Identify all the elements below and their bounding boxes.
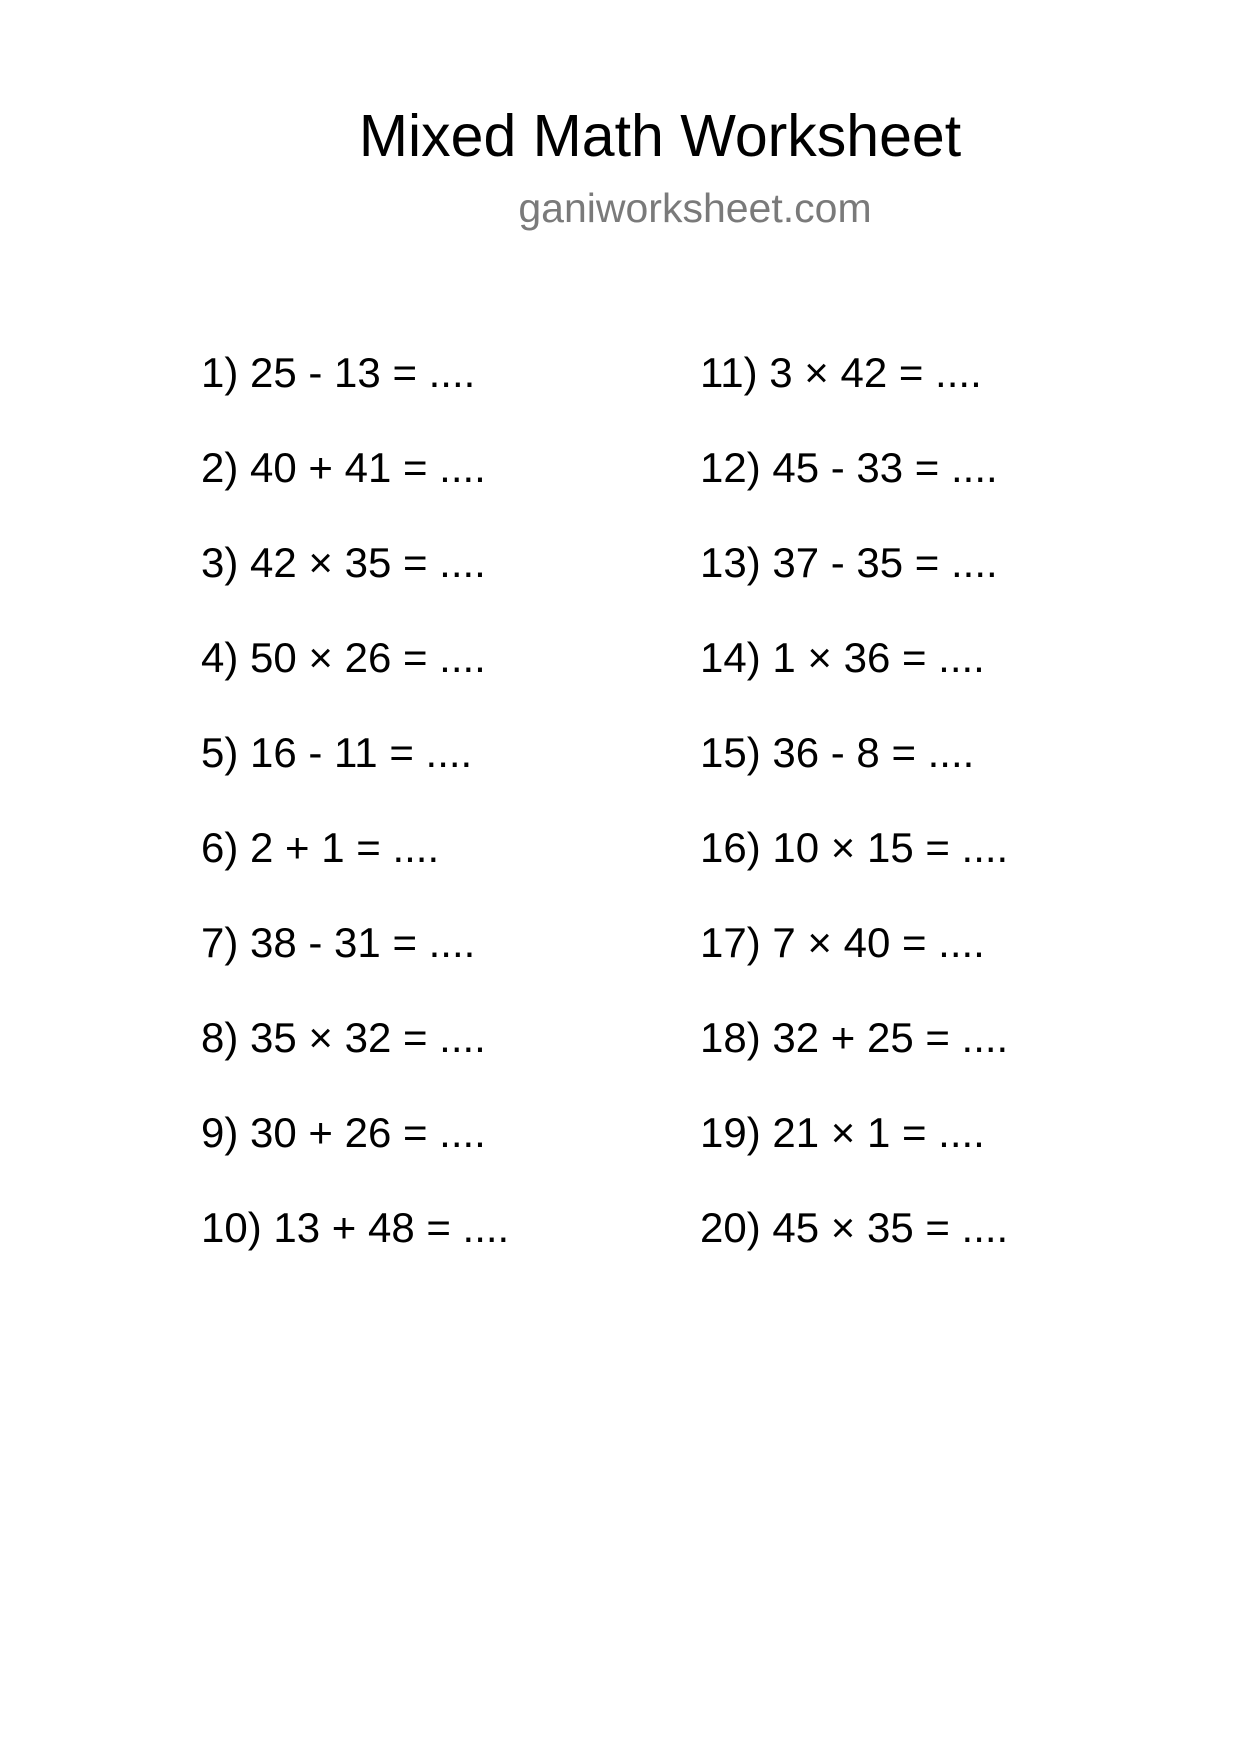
- worksheet-title: Mixed Math Worksheet: [358, 103, 962, 169]
- source-website: ganiworksheet.com: [518, 185, 872, 231]
- problem-2: 2) 40 + 41 = ....: [201, 444, 486, 491]
- problem-15: 15) 36 - 8 = ....: [700, 729, 975, 776]
- problem-17: 17) 7 × 40 = ....: [700, 919, 985, 966]
- problem-grid: [0, 348, 1240, 1251]
- problem-5: 5) 16 - 11 = ....: [201, 729, 473, 776]
- problem-18: 18) 32 + 25 = ....: [700, 1014, 1009, 1061]
- problem-1: 1) 25 - 13 = ....: [201, 349, 476, 396]
- problem-column-right: [700, 348, 1220, 1298]
- problem-4: 4) 50 × 26 = ....: [201, 634, 486, 681]
- problem-8: 8) 35 × 32 = ....: [201, 1014, 486, 1061]
- problem-column-left: [201, 348, 721, 1298]
- problem-7: 7) 38 - 31 = ....: [201, 919, 476, 966]
- problem-14: 14) 1 × 36 = ....: [700, 634, 985, 681]
- problem-11: 11) 3 × 42 = ....: [700, 349, 982, 396]
- problem-3: 3) 42 × 35 = ....: [201, 539, 486, 586]
- problem-9: 9) 30 + 26 = ....: [201, 1109, 486, 1156]
- problem-10: 10) 13 + 48 = ....: [201, 1204, 510, 1251]
- problem-13: 13) 37 - 35 = ....: [700, 539, 998, 586]
- problem-16: 16) 10 × 15 = ....: [700, 824, 1009, 871]
- problem-6: 6) 2 + 1 = ....: [201, 824, 440, 871]
- problem-12: 12) 45 - 33 = ....: [700, 444, 998, 491]
- problem-19: 19) 21 × 1 = ....: [700, 1109, 985, 1156]
- problem-20: 20) 45 × 35 = ....: [700, 1204, 1009, 1251]
